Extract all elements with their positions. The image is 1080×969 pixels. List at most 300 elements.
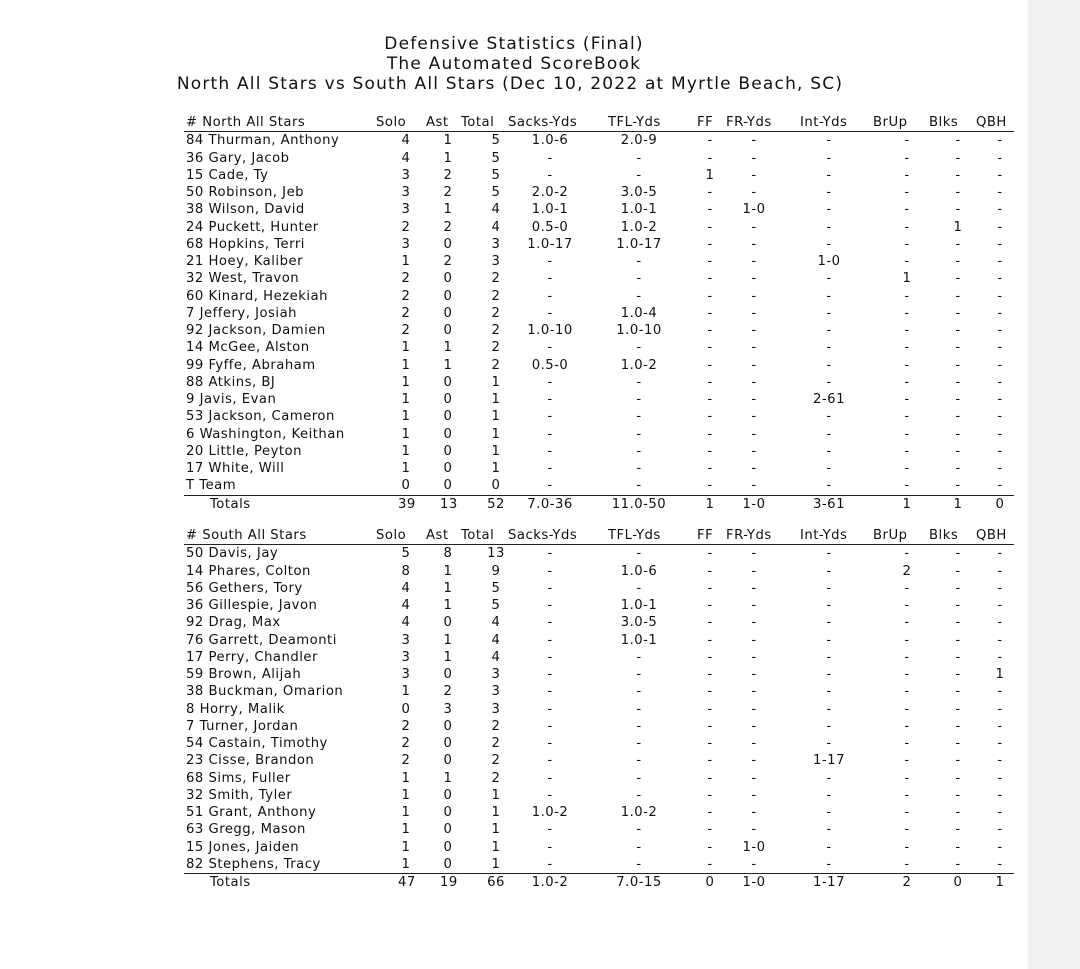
- tfl-yds-cell: -: [636, 649, 642, 665]
- solo-cell: 3: [401, 167, 411, 183]
- brup-cell: -: [904, 632, 910, 648]
- total-cell: 2: [491, 718, 501, 734]
- player-row: [184, 288, 1014, 305]
- report-subtitle: The Automated ScoreBook: [386, 54, 642, 74]
- ast-cell: 1: [443, 632, 453, 648]
- player-name-cell: 9 Javis, Evan: [186, 392, 277, 407]
- int-yds-cell: -: [826, 684, 832, 700]
- solo-cell: 4: [401, 150, 411, 166]
- int-yds-cell: -: [826, 202, 832, 218]
- player-name-cell: 50 Robinson, Jeb: [186, 185, 305, 200]
- qbh-cell: -: [997, 409, 1003, 425]
- brup-header: BrUp: [873, 528, 908, 543]
- ast-cell: 0: [443, 461, 453, 476]
- brup-cell: -: [904, 202, 910, 218]
- qbh-cell: -: [997, 357, 1003, 373]
- solo-total: 47: [398, 875, 416, 890]
- tfl-yds-cell: 1.0-10: [616, 323, 662, 338]
- ast-cell: 0: [443, 615, 453, 631]
- fr-yds-header: FR-Yds: [726, 115, 772, 130]
- player-row: [184, 236, 1014, 253]
- total-cell: 4: [491, 649, 501, 665]
- player-row: [184, 167, 1014, 184]
- qbh-cell: -: [997, 563, 1003, 579]
- brup-cell: -: [904, 443, 910, 459]
- fr-yds-cell: -: [751, 150, 757, 166]
- player-name-cell: 7 Jeffery, Josiah: [186, 305, 298, 321]
- int-yds-cell: -: [826, 667, 832, 682]
- sacks-yds-cell: 0.5-0: [531, 357, 569, 373]
- player-name-cell: 68 Hopkins, Terri: [186, 236, 305, 252]
- player-row: [184, 477, 1014, 495]
- brup-header: BrUp: [873, 115, 908, 130]
- sacks-yds-cell: 1.0-1: [531, 202, 569, 218]
- blks-cell: -: [955, 185, 961, 200]
- sacks-yds-cell: -: [547, 167, 553, 183]
- fr-yds-cell: -: [751, 632, 757, 648]
- ff-cell: -: [707, 254, 713, 269]
- int-yds-cell: -: [826, 236, 832, 252]
- column-header-row: [184, 114, 1014, 132]
- fr-yds-cell: -: [751, 409, 757, 425]
- ast-cell: 2: [443, 185, 453, 200]
- totals-row: [184, 496, 1014, 513]
- blks-cell: -: [955, 133, 961, 149]
- total-cell: 1: [491, 443, 501, 459]
- solo-cell: 1: [401, 684, 411, 700]
- ast-cell: 0: [443, 305, 453, 321]
- blks-cell: -: [955, 426, 961, 442]
- fr-yds-cell: -: [751, 374, 757, 390]
- brup-cell: -: [904, 615, 910, 631]
- totals-row: [184, 874, 1014, 891]
- sacks-yds-cell: -: [547, 770, 553, 786]
- fr-yds-cell: -: [751, 684, 757, 700]
- tfl-yds-cell: -: [636, 787, 642, 803]
- total-cell: 1: [491, 805, 501, 820]
- player-row: [184, 683, 1014, 700]
- fr-yds-cell: -: [751, 357, 757, 373]
- fr-yds-header: FR-Yds: [726, 528, 772, 543]
- solo-cell: 0: [401, 701, 411, 717]
- ff-cell: -: [707, 409, 713, 425]
- sacks-yds-cell: 1.0-10: [527, 323, 573, 338]
- fr-yds-cell: -: [751, 305, 757, 321]
- ff-cell: -: [707, 718, 713, 734]
- total-cell: 1: [491, 839, 501, 855]
- player-row: [184, 649, 1014, 666]
- brup-cell: -: [904, 736, 910, 751]
- solo-cell: 3: [401, 632, 411, 648]
- brup-total: 2: [902, 875, 912, 890]
- tfl-yds-cell: -: [636, 839, 642, 855]
- int-yds-cell: -: [826, 461, 832, 476]
- sacks-yds-cell: -: [547, 461, 553, 476]
- player-row: [184, 787, 1014, 804]
- report-title: Defensive Statistics (Final): [384, 34, 644, 54]
- int-yds-cell: -: [826, 580, 832, 596]
- fr-yds-cell: -: [751, 598, 757, 613]
- solo-cell: 4: [401, 598, 411, 613]
- player-row: [184, 374, 1014, 391]
- qbh-cell: -: [997, 770, 1003, 786]
- int-yds-cell: -: [826, 839, 832, 855]
- fr-yds-cell: -: [751, 787, 757, 803]
- qbh-cell: -: [997, 805, 1003, 820]
- sacks-yds-cell: -: [547, 701, 553, 717]
- sacks-yds-cell: -: [547, 426, 553, 442]
- ast-header: Ast: [426, 115, 449, 130]
- ff-cell: -: [707, 822, 713, 838]
- player-name-cell: 99 Fyffe, Abraham: [186, 357, 316, 373]
- brup-cell: -: [904, 150, 910, 166]
- ast-cell: 0: [443, 667, 453, 682]
- blks-cell: -: [955, 546, 961, 562]
- total-cell: 2: [491, 357, 501, 373]
- ast-cell: 0: [443, 856, 453, 872]
- ast-cell: 0: [443, 718, 453, 734]
- brup-cell: -: [904, 598, 910, 613]
- player-row: [184, 391, 1014, 408]
- ast-cell: 1: [443, 563, 453, 579]
- fr-yds-cell: -: [751, 478, 757, 494]
- int-yds-cell: -: [826, 805, 832, 820]
- ff-cell: -: [707, 770, 713, 786]
- ast-cell: 0: [443, 787, 453, 803]
- qbh-cell: -: [997, 392, 1003, 407]
- player-row: [184, 357, 1014, 374]
- player-name-cell: 38 Wilson, David: [186, 202, 305, 218]
- ast-cell: 0: [443, 805, 453, 820]
- fr-yds-cell: -: [751, 770, 757, 786]
- ast-cell: 0: [443, 839, 453, 855]
- total-cell: 3: [491, 701, 501, 717]
- sacks-yds-cell: -: [547, 374, 553, 390]
- solo-cell: 3: [401, 185, 411, 200]
- tfl-yds-cell: -: [636, 580, 642, 596]
- qbh-cell: -: [997, 736, 1003, 751]
- qbh-cell: -: [997, 167, 1003, 183]
- player-name-cell: 63 Gregg, Mason: [186, 822, 306, 838]
- player-row: [184, 339, 1014, 356]
- sacks-yds-cell: -: [547, 478, 553, 494]
- brup-cell: -: [904, 718, 910, 734]
- fr-yds-cell: -: [751, 805, 757, 820]
- brup-cell: -: [904, 219, 910, 235]
- solo-cell: 0: [401, 478, 411, 494]
- fr-yds-cell: -: [751, 185, 757, 200]
- blks-cell: -: [955, 805, 961, 820]
- player-name-cell: 17 White, Will: [186, 461, 285, 476]
- fr-yds-cell: -: [751, 254, 757, 269]
- ast-cell: 0: [443, 753, 453, 769]
- ff-cell: -: [707, 271, 713, 287]
- solo-cell: 1: [401, 374, 411, 390]
- total-header: Total: [461, 115, 495, 130]
- qbh-cell: -: [997, 753, 1003, 769]
- total-cell: 3: [491, 667, 501, 682]
- total-cell: 2: [491, 770, 501, 786]
- blks-cell: -: [955, 563, 961, 579]
- qbh-cell: -: [997, 701, 1003, 717]
- total-cell: 13: [487, 546, 505, 562]
- player-row: [184, 132, 1014, 149]
- fr-yds-cell: -: [751, 236, 757, 252]
- qbh-cell: -: [997, 219, 1003, 235]
- tfl-yds-cell: -: [636, 718, 642, 734]
- qbh-cell: -: [997, 822, 1003, 838]
- player-row: [184, 770, 1014, 787]
- ast-total: 13: [440, 496, 458, 512]
- brup-cell: 1: [902, 271, 912, 287]
- ff-cell: -: [707, 236, 713, 252]
- player-row: [184, 150, 1014, 167]
- sacks-yds-cell: -: [547, 443, 553, 459]
- brup-total: 1: [902, 496, 912, 512]
- solo-cell: 3: [401, 236, 411, 252]
- qbh-cell: -: [997, 461, 1003, 476]
- total-cell: 5: [491, 133, 501, 149]
- brup-cell: -: [904, 254, 910, 269]
- solo-cell: 2: [401, 736, 411, 751]
- total-total: 66: [487, 875, 505, 890]
- ff-cell: -: [707, 443, 713, 459]
- tfl-yds-cell: -: [636, 546, 642, 562]
- fr-yds-cell: 1-0: [742, 202, 766, 218]
- fr-yds-cell: 1-0: [742, 839, 766, 855]
- solo-cell: 1: [401, 392, 411, 407]
- total-cell: 2: [491, 736, 501, 751]
- int-yds-cell: -: [826, 856, 832, 872]
- qbh-cell: -: [997, 202, 1003, 218]
- sacks-yds-cell: -: [547, 718, 553, 734]
- int-yds-cell: -: [826, 822, 832, 838]
- total-cell: 4: [491, 202, 501, 218]
- ff-cell: -: [707, 426, 713, 442]
- brup-cell: -: [904, 701, 910, 717]
- ast-cell: 1: [443, 580, 453, 596]
- tfl-yds-cell: -: [636, 684, 642, 700]
- solo-cell: 2: [401, 271, 411, 287]
- ast-cell: 0: [443, 271, 453, 287]
- tfl-yds-cell: -: [636, 822, 642, 838]
- player-name-cell: 51 Grant, Anthony: [186, 805, 317, 820]
- ast-cell: 1: [443, 150, 453, 166]
- player-row: [184, 426, 1014, 443]
- solo-cell: 1: [401, 787, 411, 803]
- ast-cell: 0: [443, 426, 453, 442]
- sacks-yds-cell: -: [547, 546, 553, 562]
- solo-cell: 2: [401, 718, 411, 734]
- tfl-yds-cell: -: [636, 374, 642, 390]
- sacks-yds-cell: -: [547, 822, 553, 838]
- player-name-cell: 88 Atkins, BJ: [186, 374, 276, 390]
- int-yds-cell: -: [826, 615, 832, 631]
- total-cell: 1: [491, 374, 501, 390]
- qbh-total: 0: [995, 496, 1005, 512]
- tfl-yds-cell: 3.0-5: [620, 615, 658, 631]
- player-name-cell: 50 Davis, Jay: [186, 546, 279, 562]
- tfl-yds-cell: -: [636, 461, 642, 476]
- tfl-yds-header: TFL-Yds: [608, 115, 661, 130]
- ff-cell: -: [707, 856, 713, 872]
- ast-cell: 1: [443, 598, 453, 613]
- fr-yds-cell: -: [751, 288, 757, 304]
- ff-cell: -: [707, 736, 713, 751]
- int-yds-cell: -: [826, 632, 832, 648]
- int-yds-total: 3-61: [813, 496, 845, 512]
- fr-yds-cell: -: [751, 649, 757, 665]
- player-name-cell: 82 Stephens, Tracy: [186, 856, 321, 872]
- qbh-cell: -: [997, 580, 1003, 596]
- blks-cell: -: [955, 787, 961, 803]
- sacks-yds-cell: 1.0-2: [531, 805, 569, 820]
- qbh-cell: -: [997, 787, 1003, 803]
- sacks-yds-cell: -: [547, 615, 553, 631]
- brup-cell: -: [904, 546, 910, 562]
- player-row: [184, 856, 1014, 874]
- blks-header: Blks: [929, 115, 959, 130]
- blks-cell: -: [955, 770, 961, 786]
- sacks-yds-cell: -: [547, 340, 553, 356]
- column-header-row: [184, 527, 1014, 545]
- total-cell: 4: [491, 632, 501, 648]
- int-yds-cell: -: [826, 288, 832, 304]
- tfl-yds-cell: 3.0-5: [620, 185, 658, 200]
- sacks-yds-header: Sacks-Yds: [508, 528, 578, 543]
- brup-cell: -: [904, 856, 910, 872]
- player-name-cell: 53 Jackson, Cameron: [186, 409, 335, 425]
- solo-header: Solo: [376, 528, 407, 543]
- fr-yds-cell: -: [751, 753, 757, 769]
- int-yds-cell: 1-17: [813, 753, 845, 769]
- brup-cell: -: [904, 236, 910, 252]
- tfl-yds-cell: -: [636, 254, 642, 269]
- solo-cell: 2: [401, 753, 411, 769]
- brup-cell: -: [904, 340, 910, 356]
- player-name-cell: 56 Gethers, Tory: [186, 580, 303, 596]
- total-cell: 2: [491, 340, 501, 356]
- solo-cell: 4: [401, 580, 411, 596]
- int-yds-cell: -: [826, 649, 832, 665]
- fr-yds-cell: -: [751, 167, 757, 183]
- ff-cell: 1: [705, 167, 715, 183]
- sacks-yds-cell: -: [547, 667, 553, 682]
- blks-cell: -: [955, 167, 961, 183]
- ff-cell: -: [707, 667, 713, 682]
- total-cell: 3: [491, 236, 501, 252]
- player-name-cell: 59 Brown, Alijah: [186, 667, 302, 682]
- total-cell: 2: [491, 271, 501, 287]
- brup-cell: -: [904, 667, 910, 682]
- fr-yds-cell: -: [751, 271, 757, 287]
- qbh-cell: -: [997, 856, 1003, 872]
- blks-cell: -: [955, 236, 961, 252]
- ff-cell: -: [707, 649, 713, 665]
- blks-total: 0: [953, 875, 963, 890]
- sacks-yds-cell: -: [547, 150, 553, 166]
- tfl-yds-cell: 1.0-2: [620, 357, 658, 373]
- fr-yds-cell: -: [751, 667, 757, 682]
- player-name-cell: 32 Smith, Tyler: [186, 787, 293, 803]
- blks-cell: -: [955, 374, 961, 390]
- int-yds-cell: -: [826, 219, 832, 235]
- player-row: [184, 666, 1014, 683]
- sacks-yds-cell: -: [547, 839, 553, 855]
- total-header: Total: [461, 528, 495, 543]
- qbh-cell: -: [997, 443, 1003, 459]
- player-row: [184, 201, 1014, 218]
- ast-cell: 0: [443, 236, 453, 252]
- blks-cell: -: [955, 684, 961, 700]
- int-yds-cell: -: [826, 701, 832, 717]
- fr-yds-cell: -: [751, 615, 757, 631]
- ast-cell: 0: [443, 288, 453, 304]
- int-yds-cell: 1-0: [817, 254, 841, 269]
- solo-cell: 5: [401, 546, 411, 562]
- solo-cell: 2: [401, 288, 411, 304]
- ff-cell: -: [707, 478, 713, 494]
- ff-cell: -: [707, 133, 713, 149]
- player-name-cell: 15 Jones, Jaiden: [186, 839, 300, 855]
- qbh-cell: -: [997, 374, 1003, 390]
- fr-yds-cell: -: [751, 323, 757, 338]
- tfl-yds-cell: -: [636, 271, 642, 287]
- int-yds-cell: -: [826, 305, 832, 321]
- player-row: [184, 718, 1014, 735]
- solo-cell: 1: [401, 409, 411, 425]
- ff-cell: -: [707, 701, 713, 717]
- sacks-yds-cell: -: [547, 856, 553, 872]
- total-cell: 3: [491, 684, 501, 700]
- ff-cell: -: [707, 805, 713, 820]
- ff-cell: -: [707, 150, 713, 166]
- total-cell: 1: [491, 461, 501, 476]
- fr-yds-cell: -: [751, 736, 757, 751]
- blks-cell: -: [955, 667, 961, 682]
- player-name-header: # South All Stars: [186, 528, 307, 543]
- ff-cell: -: [707, 374, 713, 390]
- player-row: [184, 632, 1014, 649]
- qbh-cell: -: [997, 615, 1003, 631]
- ff-total: 0: [705, 875, 715, 890]
- player-row: [184, 580, 1014, 597]
- ast-cell: 8: [443, 546, 453, 562]
- brup-cell: -: [904, 580, 910, 596]
- player-name-header: # North All Stars: [186, 115, 306, 130]
- solo-cell: 1: [401, 770, 411, 786]
- total-cell: 1: [491, 856, 501, 872]
- tfl-yds-cell: 2.0-9: [620, 133, 658, 149]
- ast-cell: 2: [443, 167, 453, 183]
- blks-cell: -: [955, 202, 961, 218]
- ast-cell: 0: [443, 374, 453, 390]
- sacks-yds-cell: -: [547, 563, 553, 579]
- brup-cell: -: [904, 649, 910, 665]
- total-cell: 4: [491, 615, 501, 631]
- brup-cell: -: [904, 770, 910, 786]
- total-cell: 4: [491, 219, 501, 235]
- solo-cell: 2: [401, 323, 411, 338]
- ast-header: Ast: [426, 528, 449, 543]
- tfl-yds-cell: 1.0-1: [620, 632, 658, 648]
- blks-cell: -: [955, 409, 961, 425]
- qbh-total: 1: [995, 875, 1005, 890]
- ff-cell: -: [707, 461, 713, 476]
- sacks-yds-cell: -: [547, 787, 553, 803]
- blks-cell: -: [955, 718, 961, 734]
- south-defense-table: [184, 527, 1014, 891]
